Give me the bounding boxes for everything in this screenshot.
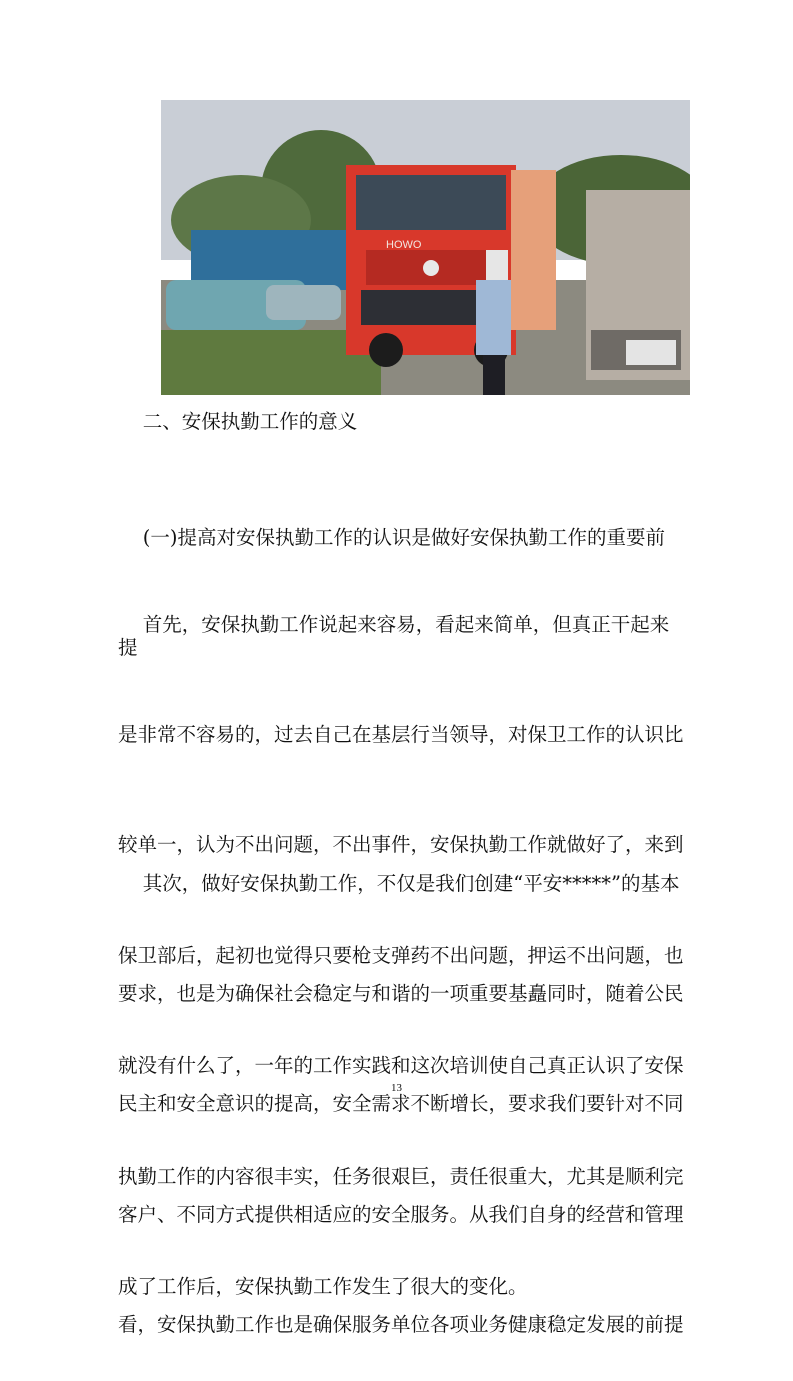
- paragraph-line: 执勤工作的内容很丰实，任务很艰巨，责任很重大，尤其是顺利完: [118, 1164, 684, 1188]
- paragraph-line: 客户、不同方式提供相适应的安全服务。从我们自身的经营和管理: [118, 1202, 684, 1226]
- paragraph-line: 其次，做好安保执勤工作，不仅是我们创建“平安*****”的基本: [118, 871, 680, 895]
- paragraph-line: 要求，也是为确保社会稳定与和谐的一项重要基矗同时，随着公民: [118, 981, 684, 1005]
- paragraph-line: 就没有什么了，一年的工作实践和这次培训使自己真正认识了安保: [118, 1054, 684, 1078]
- section-heading: 二、安保执勤工作的意义: [118, 410, 358, 433]
- paragraph-line: 民主和安全意识的提高，安全需求不断增长，要求我们要针对不同: [118, 1092, 684, 1116]
- truck-photo: [161, 100, 690, 395]
- paragraph-line: 成了工作后，安保执勤工作发生了很大的变化。: [118, 1274, 528, 1298]
- paragraph-line: 保卫部后，起初也觉得只要枪支弹药不出问题，押运不出问题，也: [118, 943, 684, 967]
- page-number: 13: [391, 1082, 402, 1094]
- paragraph-line: 看，安保执勤工作也是确保服务单位各项业务健康稳定发展的前提: [118, 1313, 684, 1337]
- subheading-line: 提: [118, 635, 138, 659]
- truck-photo-illustration: [161, 100, 690, 395]
- subheading-line: (一)提高对安保执勤工作的认识是做好安保执勤工作的重要前: [118, 525, 666, 549]
- paragraph-line: 较单一，认为不出问题，不出事件，安保执勤工作就做好了，来到: [118, 833, 684, 857]
- truck-badge-text: HOWO: [386, 239, 422, 251]
- paragraph-line: 首先，安保执勤工作说起来容易，看起来简单，但真正干起来: [118, 612, 670, 636]
- paragraph-line: 是非常不容易的，过去自己在基层行当领导，对保卫工作的认识比: [118, 722, 684, 746]
